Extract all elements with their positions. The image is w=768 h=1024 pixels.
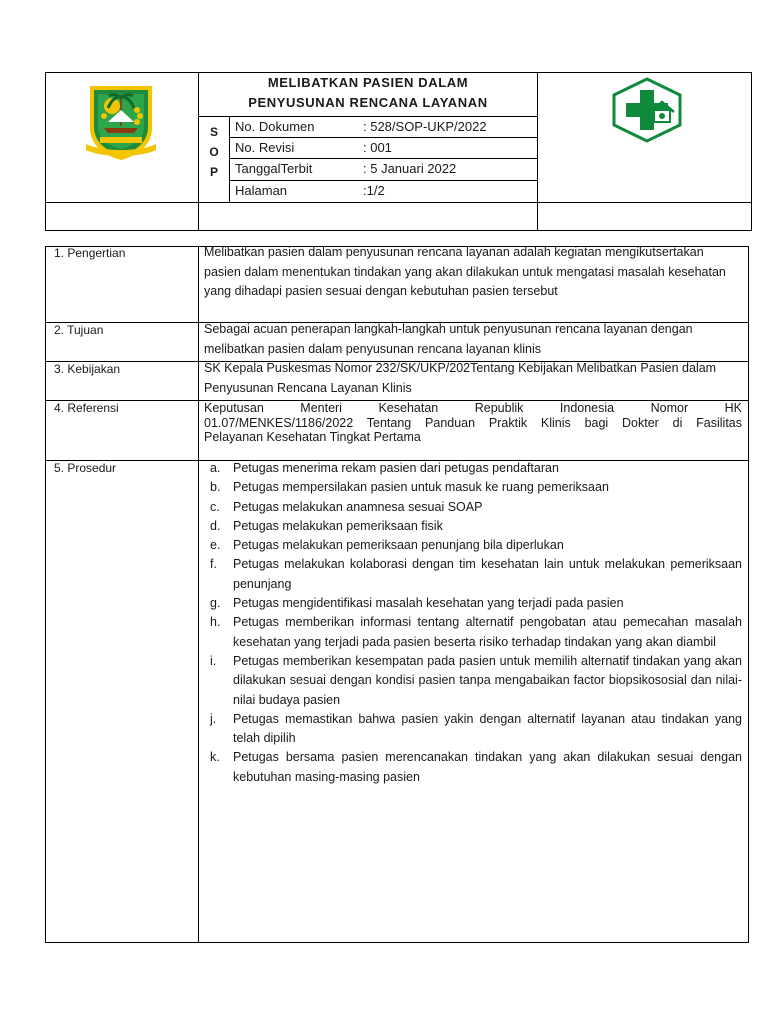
page-row: [235, 180, 535, 201]
page-value: :1/2: [363, 183, 385, 198]
prosedur-step: [204, 498, 742, 517]
prosedur-step: [204, 517, 742, 536]
step-text: Petugas menerima rekam pasien dari petugas pendaftaran: [233, 461, 559, 475]
revision-label: No. Revisi: [235, 140, 295, 155]
issue-date-label: TanggalTerbit: [235, 161, 313, 176]
step-text: Petugas mengidentifikasi masalah kesehatan yang terjadi pada pasien: [233, 596, 624, 611]
pengertian-text: Melibatkan pasien dalam penyusunan rencana layanan adalah kegiatan mengikutsertakan pasien dalam menentukan tindakan yang akan dilakukan untuk mengatasi masalah kesehatan yang dihadapi pasien sesuai dengan kebutuhan pasien tersebut: [204, 245, 726, 298]
step-text: Petugas melakukan anamnesa sesuai SOAP: [233, 499, 483, 514]
prosedur-step: [204, 536, 742, 555]
issue-date-row: [235, 158, 535, 179]
regency-emblem-icon: [82, 82, 160, 162]
kebijakan-label: 3. Kebijakan: [54, 362, 121, 376]
doc-number-value: : 528/SOP-UKP/2022: [363, 119, 487, 134]
doc-number-label: No. Dokumen: [235, 119, 315, 134]
step-text: Petugas melakukan pemeriksaan penunjang bila diperlukan: [233, 538, 564, 553]
step-marker: e.: [210, 538, 221, 553]
revision-value: : 001: [363, 140, 392, 155]
step-marker: h.: [210, 615, 221, 630]
prosedur-step: [204, 710, 742, 749]
step-text: Petugas memberikan informasi tentang alternatif pengobatan atau pemecahan masalah kesehatan yang terjadi pada pasien beserta risiko terhadap tindakan yang akan diambil: [233, 615, 742, 649]
step-marker: c.: [210, 499, 220, 514]
step-marker: k.: [210, 750, 220, 765]
step-marker: b.: [210, 480, 221, 495]
prosedur-step: [204, 555, 742, 594]
puskesmas-cross-icon: [610, 76, 684, 144]
step-marker: f.: [210, 557, 217, 572]
step-text: Petugas melakukan pemeriksaan fisik: [233, 518, 443, 533]
sop-letter: O: [209, 145, 219, 159]
step-text: Petugas melakukan kolaborasi dengan tim kesehatan lain untuk melakukan pemeriksaan penunjang: [233, 557, 742, 591]
title-line-2: PENYUSUNAN RENCANA LAYANAN: [248, 95, 488, 110]
pengertian-label: 1. Pengertian: [54, 246, 126, 260]
step-marker: j.: [210, 711, 217, 726]
prosedur-step: [204, 459, 742, 478]
sop-label: [199, 118, 229, 182]
page-label: Halaman: [235, 183, 288, 198]
sop-letter: P: [209, 165, 218, 179]
prosedur-step: [204, 478, 742, 497]
referensi-line: Pelayanan Kesehatan Tingkat Pertama: [204, 430, 421, 444]
issue-date-value: : 5 Januari 2022: [363, 161, 457, 176]
doc-number-row: [235, 116, 535, 137]
prosedur-steps: [204, 459, 742, 787]
revision-row: [235, 137, 535, 158]
prosedur-step: [204, 652, 742, 710]
prosedur-label: 5. Prosedur: [54, 461, 117, 475]
step-marker: d.: [210, 518, 221, 533]
step-marker: a.: [210, 461, 221, 475]
document-title: [199, 72, 537, 116]
regency-logo: [82, 82, 160, 162]
step-text: Petugas mempersilakan pasien untuk masuk ke ruang pemeriksaan: [233, 480, 609, 495]
prosedur-step: [204, 594, 742, 613]
referensi-label: 4. Referensi: [54, 401, 119, 415]
referensi-text: [204, 401, 742, 445]
step-text: Petugas bersama pasien merencanakan tindakan yang akan dilakukan sesuai dengan kebutuhan masing-masing pasien: [233, 750, 742, 784]
prosedur-step: [204, 613, 742, 652]
tujuan-text: Sebagai acuan penerapan langkah-langkah untuk penyusunan rencana layanan dengan melibatkan pasien dalam penyusunan rencana layanan klinis: [204, 322, 693, 356]
step-marker: i.: [210, 653, 217, 668]
prosedur-step: [204, 748, 742, 787]
step-marker: g.: [210, 596, 221, 611]
kebijakan-text: SK Kepala Puskesmas Nomor 232/SK/UKP/202Tentang Kebijakan Melibatkan Pasien dalam Penyusunan Rencana Layanan Klinis: [204, 361, 717, 395]
referensi-line: Keputusan Menteri Kesehatan Republik Indonesia Nomor HK: [204, 401, 742, 415]
step-text: Petugas memastikan bahwa pasien yakin dengan alternatif layanan atau tindakan yang telah dipilih: [233, 711, 742, 746]
step-text: Petugas memberikan kesempatan pada pasien untuk memilih alternatif tindakan yang akan dilakukan sesuai dengan kondisi pasien tanpa mengabaikan factor biopsikososial dan nilai-nilai budaya pasien: [233, 653, 742, 707]
puskesmas-logo: [610, 76, 684, 144]
sop-letter: S: [209, 125, 218, 139]
title-line-1: MELIBATKAN PASIEN DALAM: [267, 75, 469, 90]
referensi-line: 01.07/MENKES/1186/2022 Tentang Panduan Praktik Klinis bagi Dokter di Fasilitas: [204, 415, 742, 430]
tujuan-label: 2. Tujuan: [54, 323, 104, 337]
